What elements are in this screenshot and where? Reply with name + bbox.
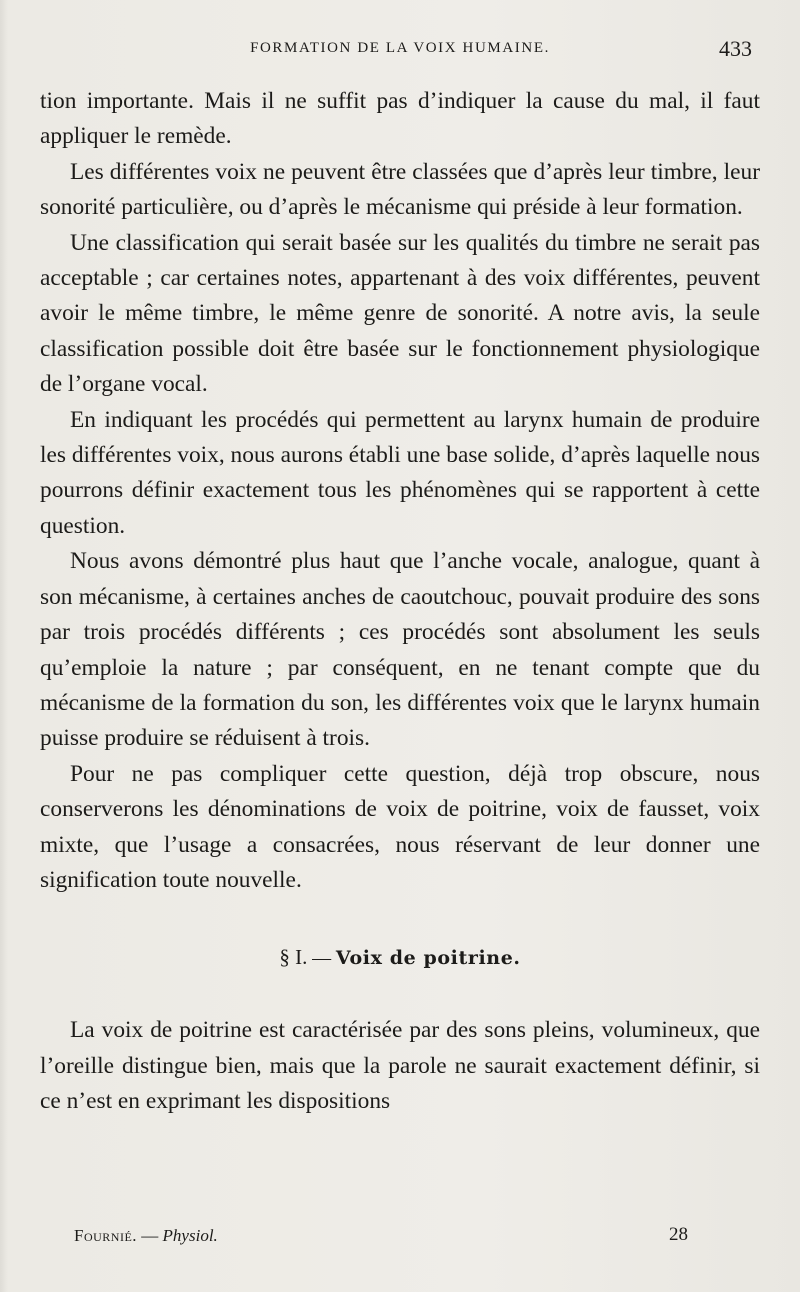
section-mark: § I. [279, 945, 308, 970]
paragraph: La voix de poitrine est caractérisée par des sons pleins, volumineux, que l’oreille distingue bien, mais que la parole ne saurait exactement définir, si ce n’est en exprimant les dispositions [40, 1017, 760, 1115]
sheet-number: 28 [669, 1224, 688, 1245]
running-head [40, 36, 760, 66]
paragraph: En indiquant les procédés qui permettent au larynx humain de produire les différentes voix, nous aurons établi une base solide, d’après laquelle nous pourrons définir exactement tous les phénomènes qui se rapportent à cette question. [40, 406, 760, 539]
paragraph: Les différentes voix ne peuvent être classées que d’après leur timbre, leur sonorité particulière, ou d’après le mécanisme qui préside à leur formation. [40, 158, 760, 221]
running-title: FORMATION DE LA VOIX HUMAINE. [250, 40, 550, 56]
footer-signature [74, 1226, 218, 1246]
body-text [40, 84, 760, 1120]
page-number: 433 [719, 36, 752, 61]
paragraph: Nous avons démontré plus haut que l’anche vocale, analogue, quant à son mécanisme, à certaines anches de caoutchouc, pouvait produire des sons par trois procédés différents ; ces procédés sont absolument les seuls qu’emploie la nature ; par conséquent, en ne tenant compte que du mécanisme de la formation du son, les différentes voix que le larynx humain puisse produire se réduisent à trois. [40, 548, 760, 752]
paragraph: Pour ne pas compliquer cette question, déjà trop obscure, nous conserverons les dénominations de voix de poitrine, voix de fausset, voix mixte, que l’usage a consacrées, nous réservant de leur donner une signification toute nouvelle. [40, 760, 760, 893]
paragraph: Une classification qui serait basée sur les qualités du timbre ne serait pas acceptable ; car certaines notes, appartenant à des voix différentes, peuvent avoir le même timbre, le même genre de sonorité. A notre avis, la seule classification possible doit être basée sur le fonctionnement physiologique de l’organe vocal. [40, 229, 760, 398]
footer-dash: — [141, 1226, 159, 1245]
footer-work: Physiol. [162, 1226, 218, 1245]
section-dash: — [312, 948, 332, 970]
paragraph-continued: tion importante. Mais il ne suffit pas d’indiquer la cause du mal, il faut appliquer le remède. [40, 88, 760, 150]
section-heading [40, 942, 760, 974]
section-title: Voix de poitrine. [335, 947, 521, 970]
footer-author: Fournié. [74, 1226, 138, 1245]
page-footer [74, 1222, 688, 1252]
